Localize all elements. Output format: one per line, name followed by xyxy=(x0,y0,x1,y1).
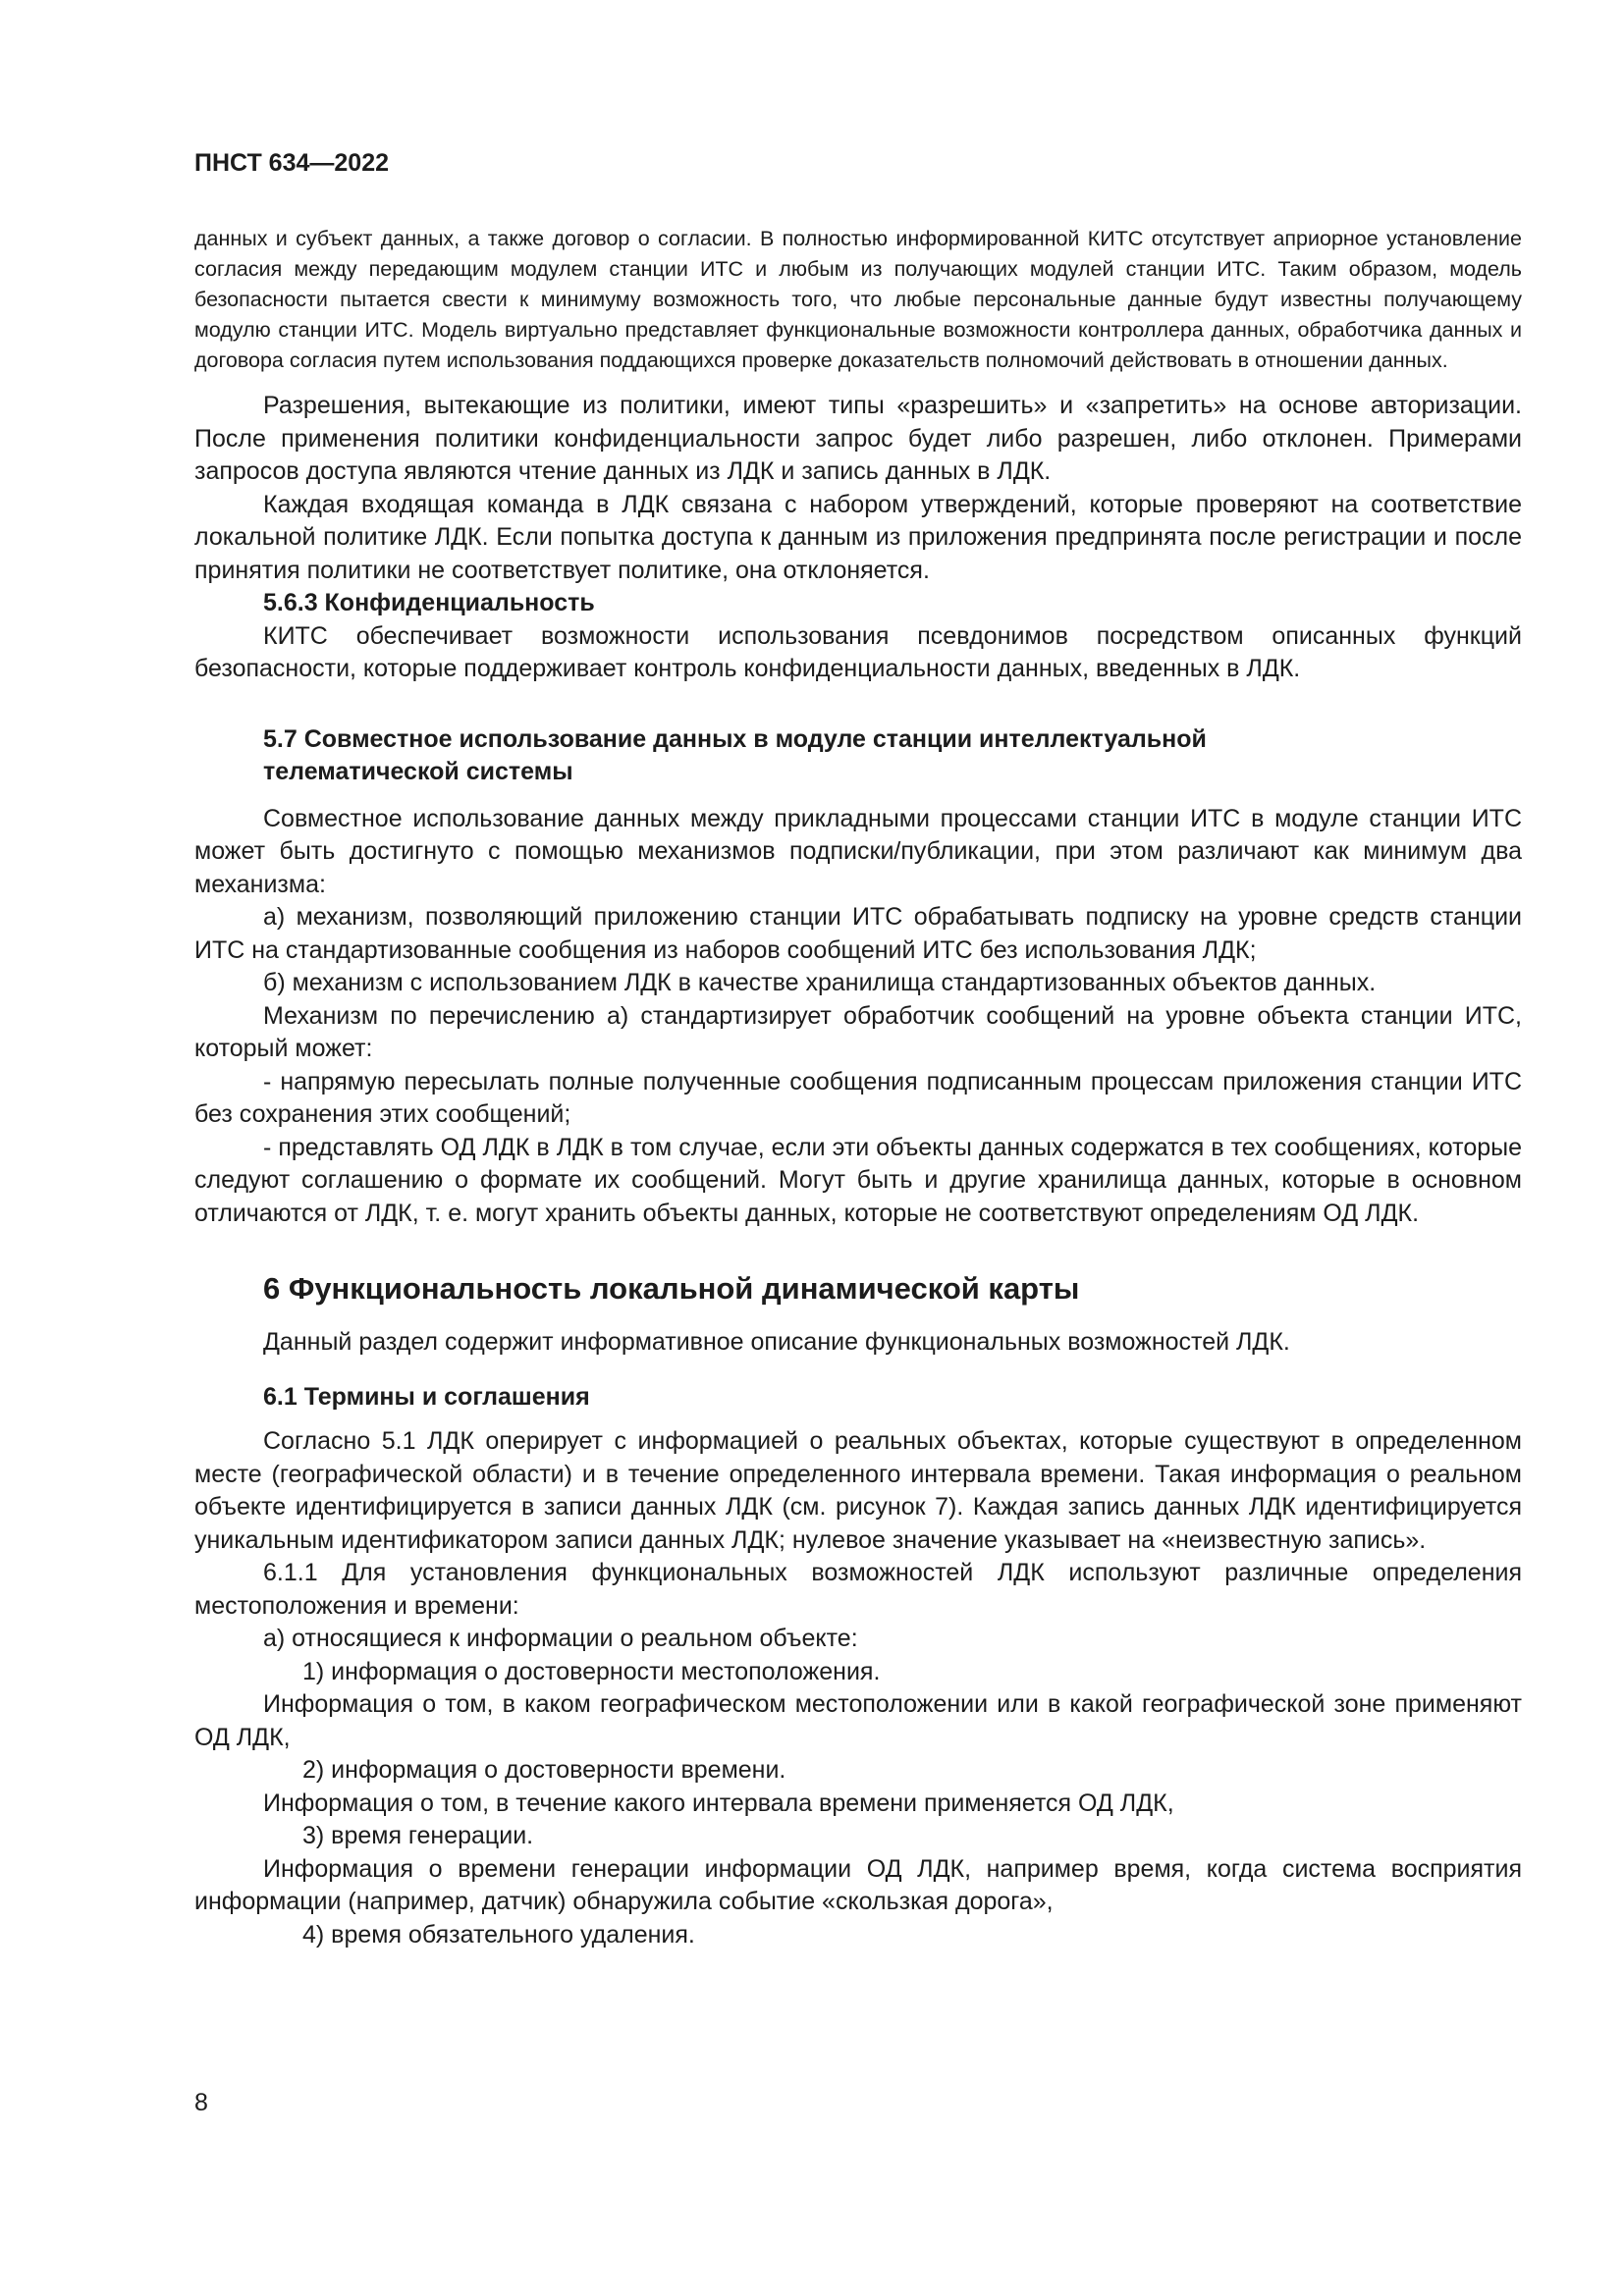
list-item-a: а) механизм, позволяющий приложению станции ИТС обрабатывать подписку на уровне средств станции ИТС на стандартизованные сообщения из наборов сообщений ИТС без использования ЛДК; xyxy=(194,903,1522,964)
paragraph-section-6-intro: Данный раздел содержит информативное описание функциональных возможностей ЛДК. xyxy=(263,1328,1290,1356)
sub-item-3: 3) время генерации. xyxy=(302,1822,534,1849)
sub-item-4: 4) время обязательного удаления. xyxy=(302,1920,695,1949)
body-block xyxy=(194,390,1522,1951)
intro-block xyxy=(194,224,1522,376)
sub-item-2-text: Информация о том, в течение какого интервала времени применяется ОД ЛДК, xyxy=(263,1789,1174,1817)
list-item-b: б) механизм с использованием ЛДК в качестве хранилища стандартизованных объектов данных. xyxy=(263,969,1377,996)
page-number: 8 xyxy=(194,2089,208,2116)
heading-5-7-line1: 5.7 Совместное использование данных в модуле станции интеллектуальной xyxy=(263,724,1207,753)
sub-item-3-text: Информация о времени генерации информации ОД ЛДК, например время, когда система восприятия информации (например, датчик) обнаружила событие «скользкая дорога», xyxy=(194,1854,1522,1915)
sub-item-2: 2) информация о достоверности времени. xyxy=(302,1756,786,1784)
paragraph-pseudonyms: КИТС обеспечивает возможности использования псевдонимов посредством описанных функций безопасности, которые поддерживает контроль конфиденциальности данных, введенных в ЛДК. xyxy=(194,621,1522,682)
heading-5-6-3: 5.6.3 Конфиденциальность xyxy=(263,589,595,616)
intro-paragraph: данных и субъект данных, а также договор о согласии. В полностью информированной КИТС отсутствует априорное установление согласия между передающим модулем станции ИТС и любым из получающих модулей станции ИТС. Таким образом, модель безопасности пытается свести к минимуму возможность того, что любые персональные данные будут известны получающему модулю станции ИТС. Модель виртуально представляет функциональные возможности контроллера данных, обработчика данных и договора согласия путем использования поддающихся проверке доказательств полномочий действовать в отношении данных. xyxy=(194,227,1522,372)
heading-6-1: 6.1 Термины и соглашения xyxy=(263,1382,590,1411)
page-content xyxy=(194,224,1522,1951)
heading-5-7 xyxy=(194,723,1522,789)
paragraph-6-1-1: 6.1.1 Для установления функциональных возможностей ЛДК используют различные определения местоположения и времени: xyxy=(194,1559,1522,1620)
sub-item-1-text: Информация о том, в каком географическом местоположении или в какой географической зоне применяют ОД ЛДК, xyxy=(194,1690,1522,1751)
paragraph-permissions: Разрешения, вытекающие из политики, имеют типы «разрешить» и «запретить» на основе авторизации. После применения политики конфиденциальности запрос будет либо разрешен, либо отклонен. Примерами запросов доступа являются чтение данных из ЛДК и запись данных в ЛДК. xyxy=(194,392,1522,485)
paragraph-6-1: Согласно 5.1 ЛДК оперирует с информацией о реальных объектах, которые существуют в определенном месте (географической области) и в течение определенного интервала времени. Такая информация о реальном объекте идентифицируется в записи данных ЛДК (см. рисунок 7). Каждая запись данных ЛДК идентифицируется уникальным идентификатором записи данных ЛДК; нулевое значение указывает на «неизвестную запись». xyxy=(194,1427,1522,1554)
heading-6: 6 Функциональность локальной динамической карты xyxy=(263,1271,1080,1306)
dash-item-1: - напрямую пересылать полные полученные сообщения подписанным процессам приложения станции ИТС без сохранения этих сообщений; xyxy=(194,1067,1522,1128)
heading-5-7-line2: телематической системы xyxy=(263,758,573,785)
dash-item-2: - представлять ОД ЛДК в ЛДК в том случае, если эти объекты данных содержатся в тех сообщениях, которые следуют соглашению о формате их сообщений. Могут быть и другие хранилища данных, которые в основном отличаются от ЛДК, т. е. могут хранить объекты данных, которые не соответствуют определениям ОД ЛДК. xyxy=(194,1133,1522,1227)
document-header: ПНСТ 634—2022 xyxy=(194,149,389,177)
paragraph-mechanism: Механизм по перечислению а) стандартизирует обработчик сообщений на уровне объекта станции ИТС, который может: xyxy=(194,1001,1522,1062)
paragraph-incoming-command: Каждая входящая команда в ЛДК связана с набором утверждений, которые проверяют на соответствие локальной политике ЛДК. Если попытка доступа к данным из приложения предпринята после регистрации и после принятия политики не соответствует политике, она отклоняется. xyxy=(194,490,1522,584)
sub-item-1: 1) информация о достоверности местоположения. xyxy=(302,1657,881,1685)
paragraph-data-sharing: Совместное использование данных между прикладными процессами станции ИТС в модуле станции ИТС может быть достигнуто с помощью механизмов подписки/публикации, при этом различают как минимум два механизма: xyxy=(194,804,1522,898)
list-item-6-a: а) относящиеся к информации о реальном объекте: xyxy=(263,1625,858,1652)
